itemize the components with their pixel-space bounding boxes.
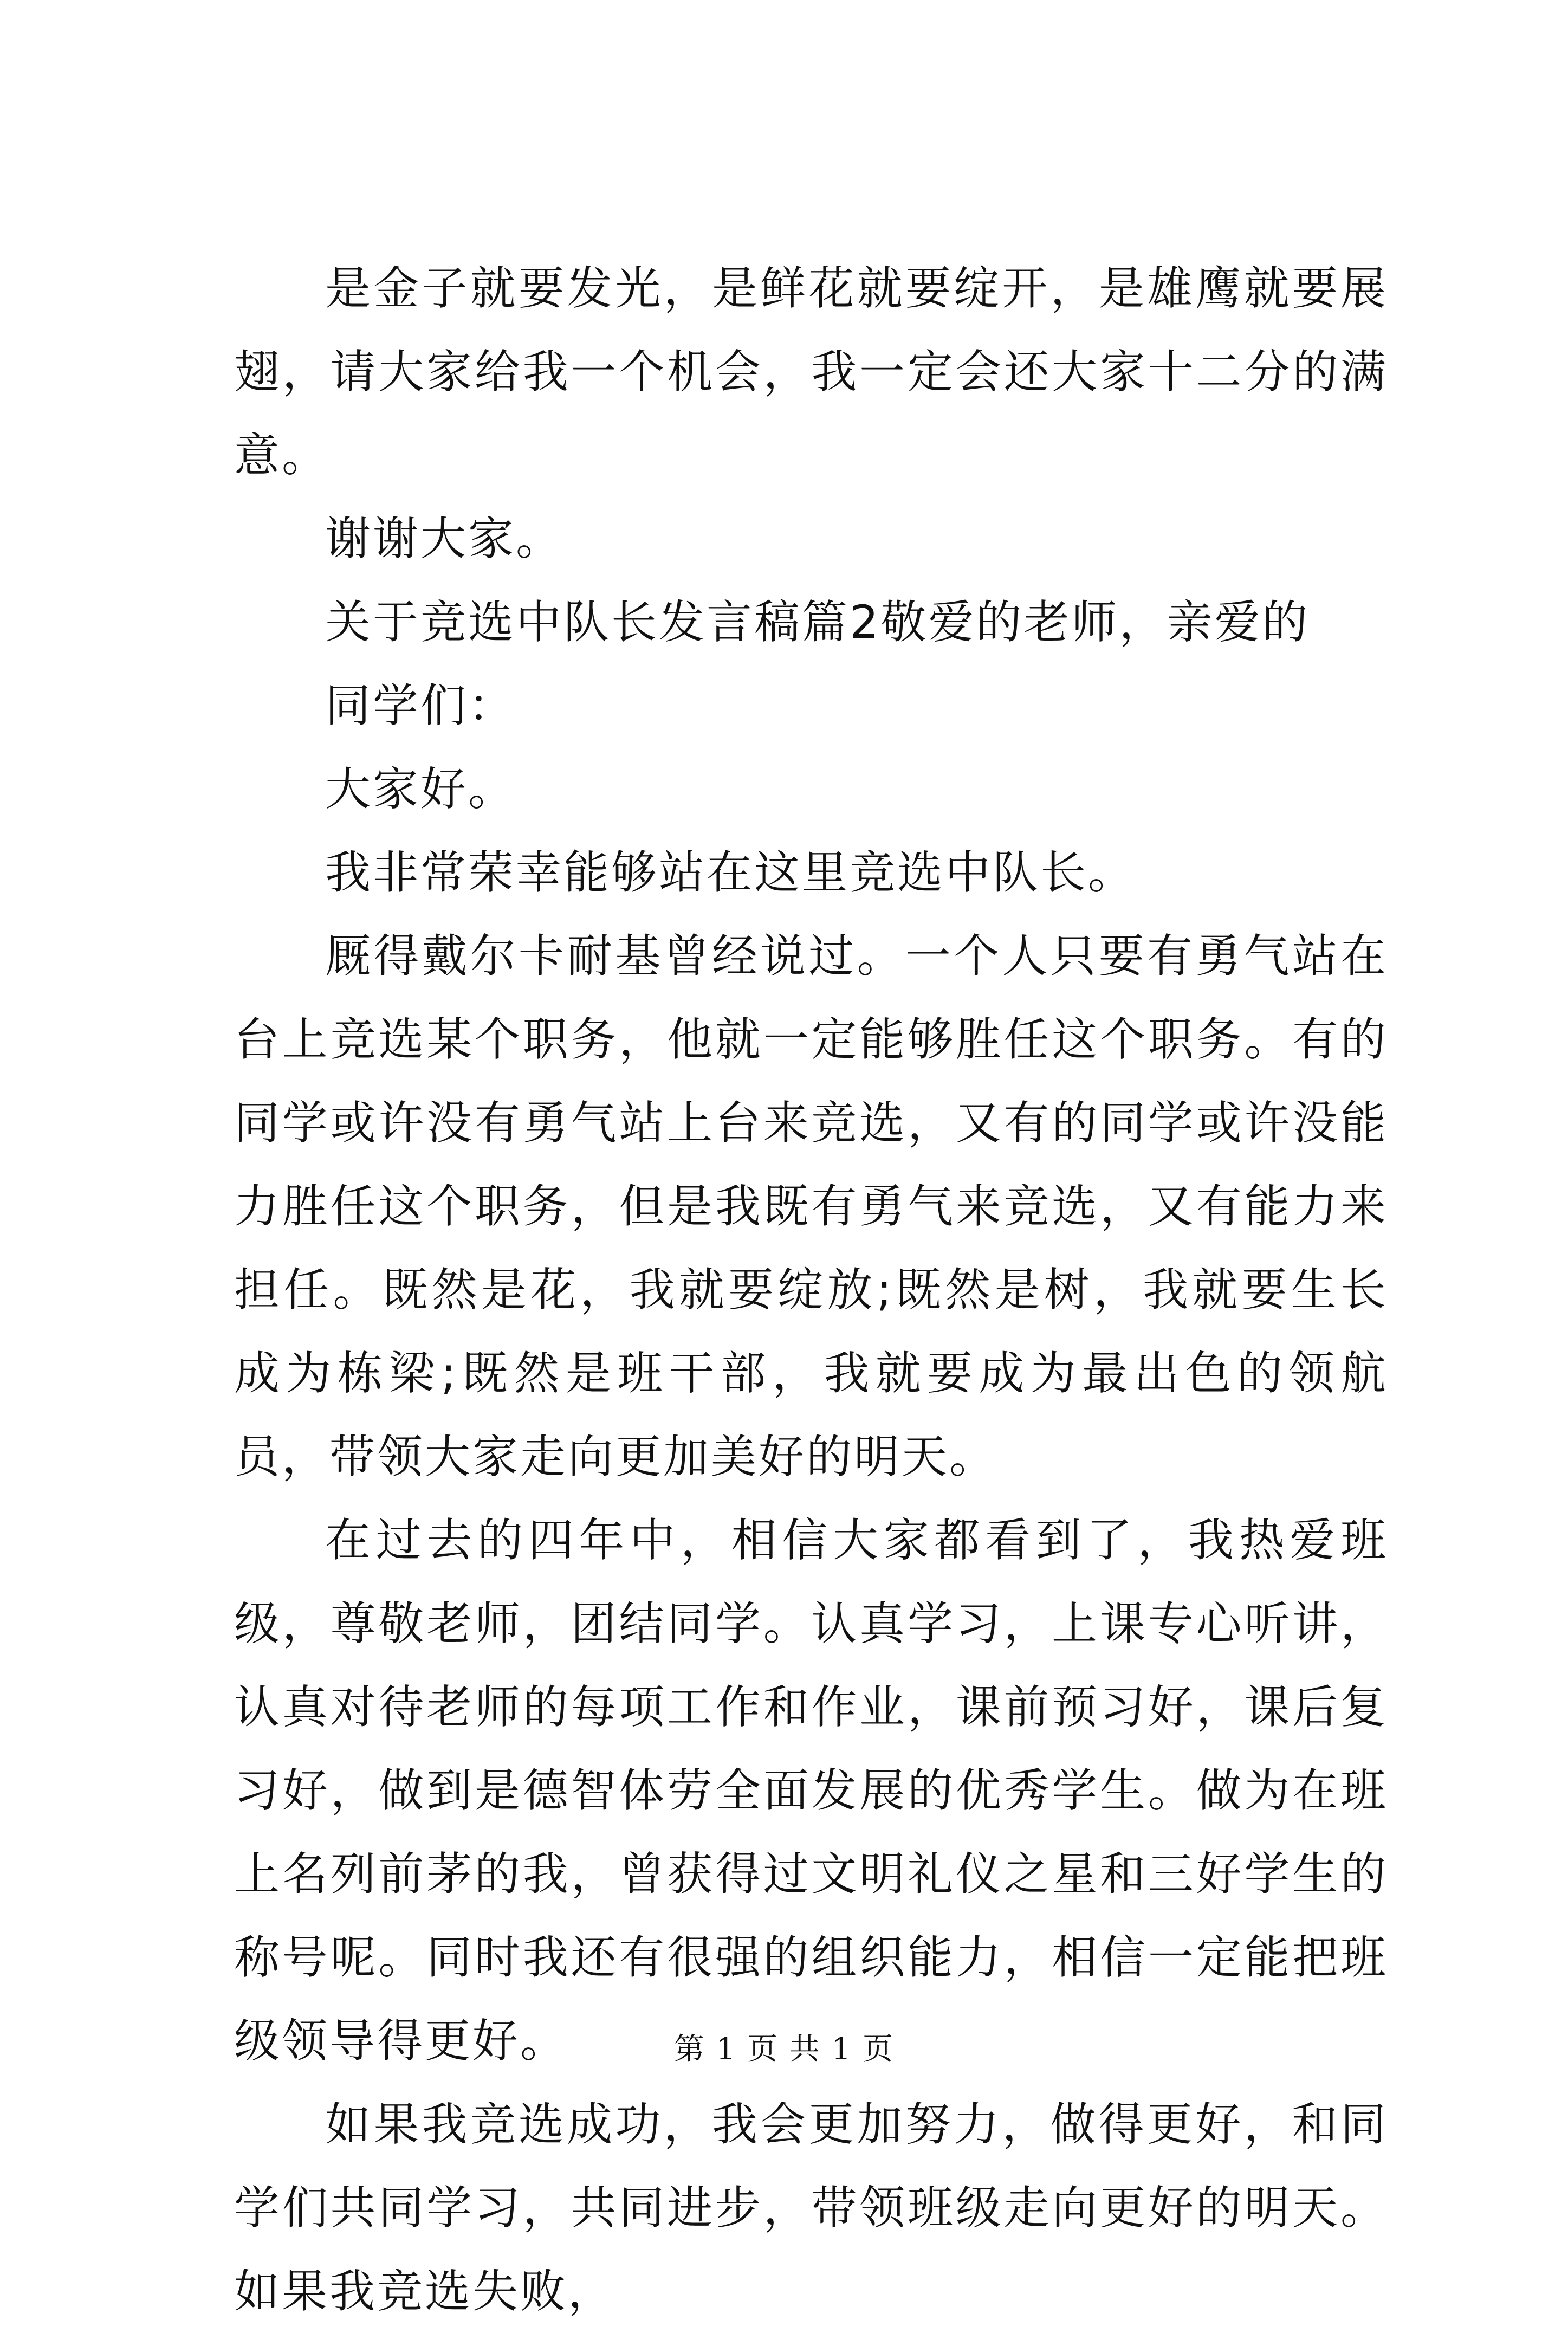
paragraph: 如果我竞选成功，我会更加努力，做得更好，和同学们共同学习，共同进步，带领班级走向更好的明天。如果我竞选失败， — [234, 2098, 1388, 2318]
paragraph: 厩得戴尔卡耐基曾经说过。一个人只要有勇气站在台上竞选某个职务，他就一定能够胜任这个职务。有的同学或许没有勇气站上台来竞选，又有的同学或许没能力胜任这个职务，但是我既有勇气来竞选，又有能力来担任。既然是花，我就要绽放;既然是树，我就要生长成为栋梁;既然是班干部，我就要成为最出色的领航员，带领大家走向更加美好的明天。 — [234, 929, 1388, 1483]
paragraph: 我非常荣幸能够站在这里竞选中队长。 — [325, 846, 1136, 899]
document-body — [234, 247, 1388, 2333]
paragraph: 在过去的四年中，相信大家都看到了，我热爱班级，尊敬老师，团结同学。认真学习，上课专心听讲，认真对待老师的每项工作和作业，课前预习好，课后复习好，做到是德智体劳全面发展的优秀学生。做为在班上名列前茅的我，曾获得过文明礼仪之星和三好学生的称号呢。同时我还有很强的组织能力，相信一定能把班级领导得更好。 — [234, 1514, 1388, 2067]
paragraph: 关于竞选中队长发言稿篇2敬爱的老师，亲爱的 — [325, 596, 1310, 649]
page-footer: 第 1 页 共 1 页 — [673, 2032, 895, 2067]
paragraph: 是金子就要发光，是鲜花就要绽开，是雄鹰就要展翅，请大家给我一个机会，我一定会还大家十二分的满意。 — [234, 262, 1388, 482]
paragraph: 谢谢大家。 — [325, 512, 564, 565]
paragraph: 同学们： — [325, 679, 516, 732]
paragraph: 大家好。 — [325, 762, 516, 816]
